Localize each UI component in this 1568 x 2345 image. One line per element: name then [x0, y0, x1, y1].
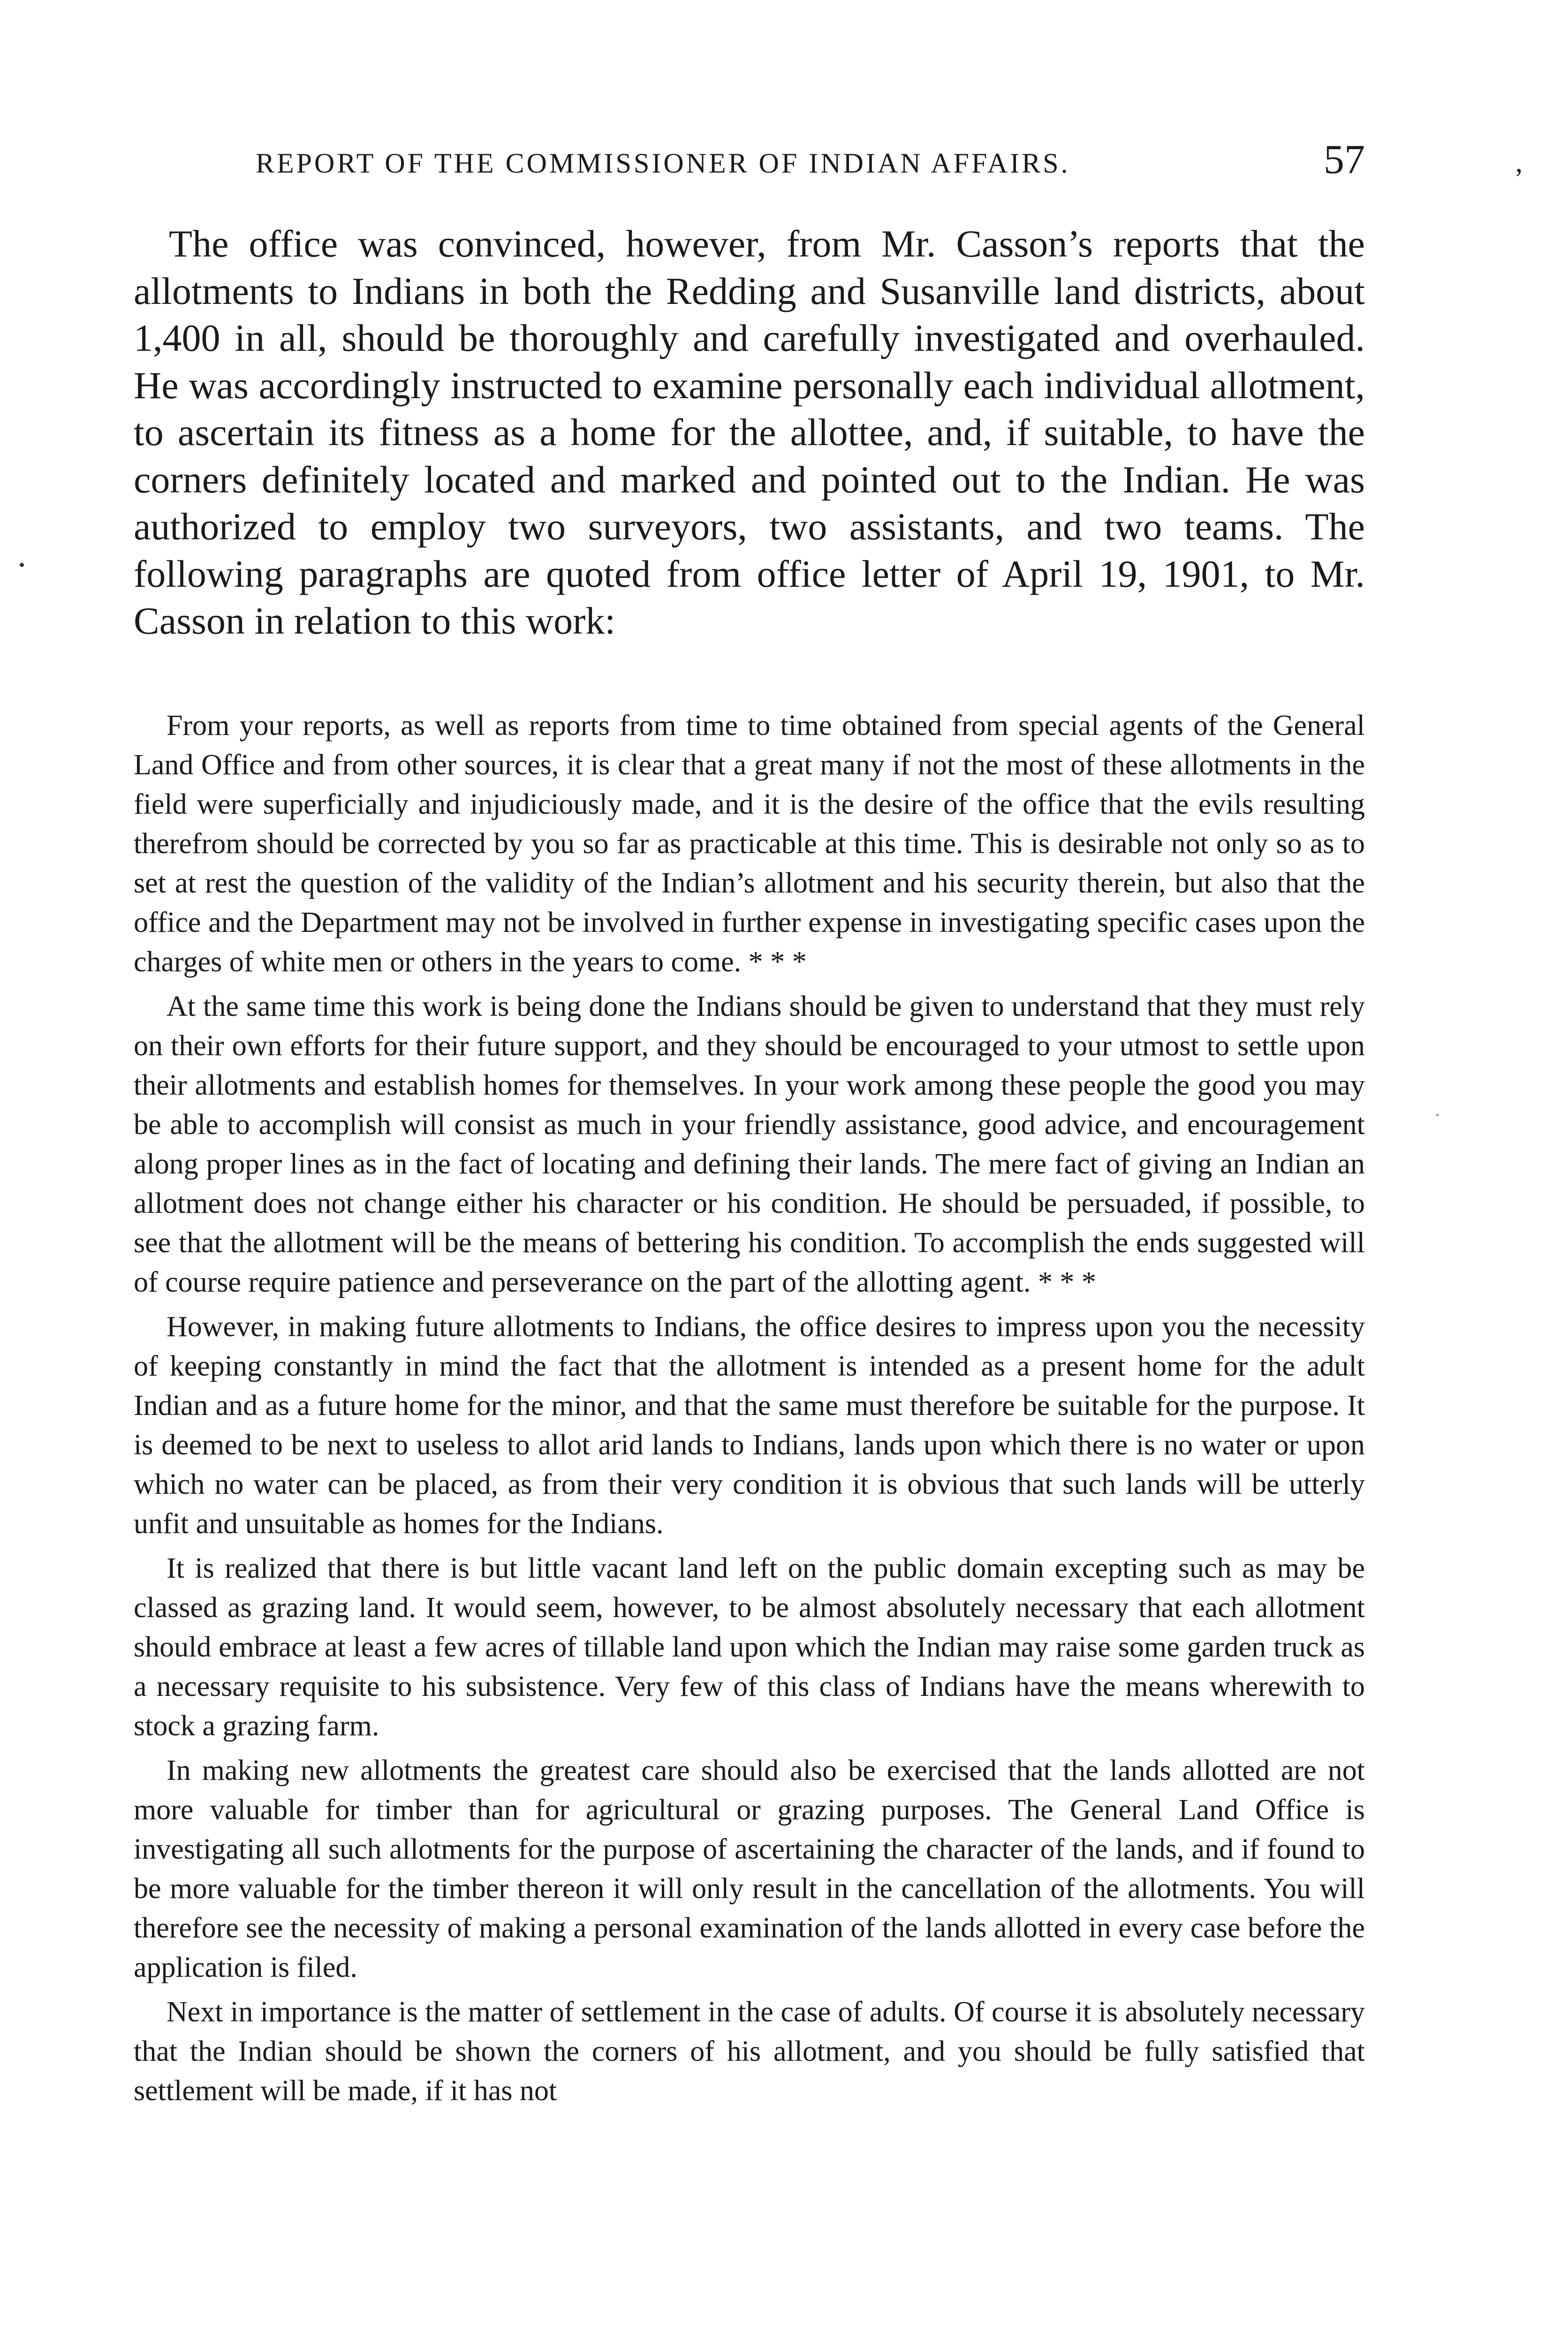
lead-paragraph: The office was convinced, however, from Mr. Casson’s reports that the allotments to Indians in both the Redding and Susanville land districts, about 1,400 in all, should be thoroughly and carefully investigated and overhauled. He was accordingly instructed to examine personally each individual allotment, to ascertain its fitness as a home for the allottee, and, if suitable, to have the corners definitely located and marked and pointed out to the Indian. He was authorized to employ two surveyors, two assistants, and two teams. The following paragraphs are quoted from office letter of April 19, 1901, to Mr. Casson in relation to this work:: [134, 222, 1365, 642]
quoted-letter: [134, 706, 1365, 2116]
quoted-paragraph: From your reports, as well as reports from time to time obtained from special agents of the General Land Office and from other sources, it is clear that a great many if not the most of these allotments in the field were superficially and injudiciously made, and it is the desire of the office that the evils resulting therefrom should be corrected by you so far as practicable at this time. This is desirable not only so as to set at rest the question of the validity of the Indian’s allotment and his security therein, but also that the office and the Department may not be involved in further expense in investigating specific cases upon the charges of white men or others in the years to come. * * *: [134, 710, 1365, 978]
quoted-paragraph: At the same time this work is being done the Indians should be given to understand that they must rely on their own efforts for their future support, and they should be encouraged to your utmost to settle upon their allotments and establish homes for themselves. In your work among these people the good you may be able to accomplish will consist as much in your friendly assistance, good advice, and encouragement along proper lines as in the fact of locating and defining their lands. The mere fact of giving an Indian an allotment does not change either his character or his condition. He should be persuaded, if possible, to see that the allotment will be the means of bettering his condition. To accomplish the ends suggested will of course require patience and perseverance on the part of the allotting agent. * * *: [134, 991, 1365, 1298]
running-head: [134, 136, 1365, 188]
page-number: 57: [1324, 137, 1365, 182]
stray-dot: [20, 563, 24, 567]
quoted-paragraph: It is realized that there is but little vacant land left on the public domain excepting such as may be classed as grazing land. It would seem, however, to be almost absolutely necessary that each allotment should embrace at least a few acres of tillable land upon which the Indian may raise some garden truck as a necessary requisite to his subsistence. Very few of this class of Indians have the means wherewith to stock a grazing farm.: [134, 1552, 1365, 1742]
quoted-paragraph: In making new allotments the greatest care should also be exercised that the lands allotted are not more valuable for timber than for agricultural or grazing purposes. The General Land Office is investigating all such allotments for the purpose of ascertaining the character of the lands, and if found to be more valuable for the timber thereon it will only result in the cancellation of the allotments. You will therefore see the necessity of making a personal examination of the lands allotted in every case before the application is filed.: [134, 1755, 1365, 1983]
stray-pencil-mark: ’: [1514, 163, 1523, 194]
quoted-paragraph: However, in making future allotments to Indians, the office desires to impress upon you the necessity of keeping constantly in mind the fact that the allotment is intended as a present home for the adult Indian and as a future home for the minor, and that the same must therefore be suitable for the purpose. It is deemed to be next to useless to allot arid lands to Indians, lands upon which there is no water or upon which no water can be placed, as from their very condition it is obvious that such lands will be utterly unfit and unsuitable as homes for the Indians.: [134, 1311, 1365, 1540]
stray-dot: [1436, 1114, 1439, 1116]
quoted-paragraph: Next in importance is the matter of settlement in the case of adults. Of course it is absolutely necessary that the Indian should be shown the corners of his allotment, and you should be fully satisfied that settlement will be made, if it has not: [134, 1996, 1365, 2107]
running-title: REPORT OF THE COMMISSIONER OF INDIAN AFFAIRS.: [256, 148, 1070, 179]
